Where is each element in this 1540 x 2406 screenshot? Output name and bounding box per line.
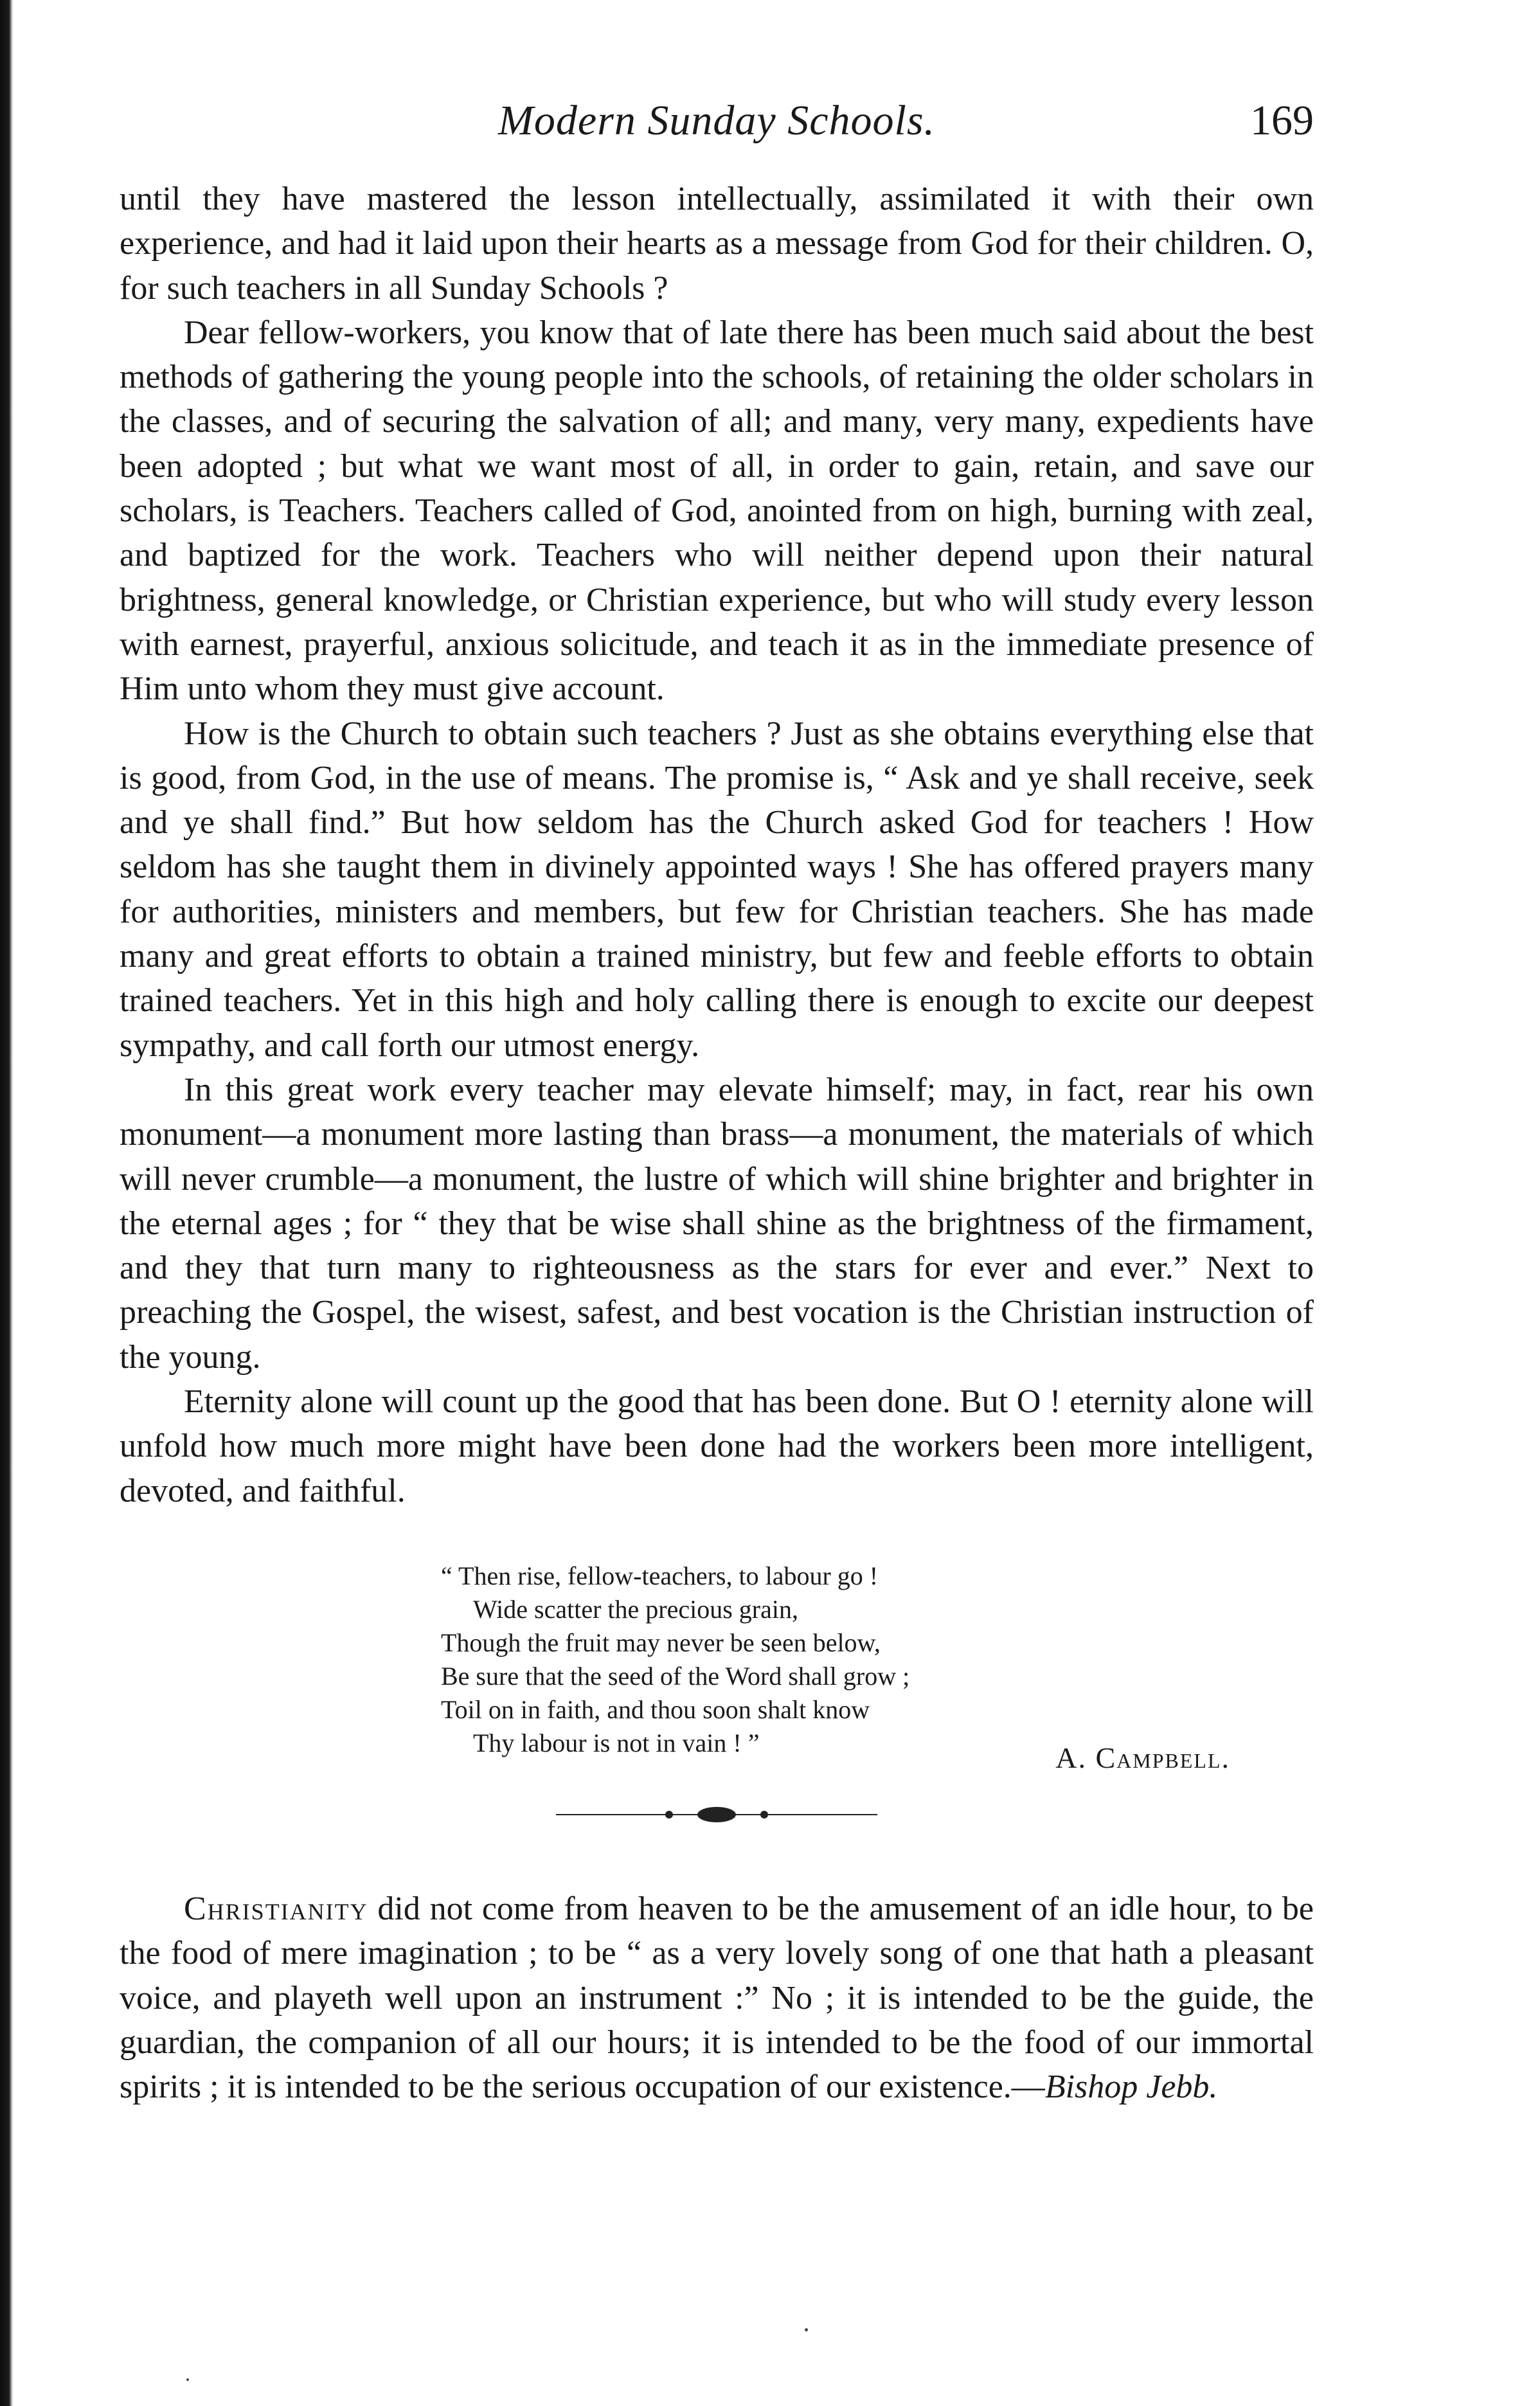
quote-body: did not come from heaven to be the amusement of an idle hour, to be the food of mere imagination ; to be “ as a very lovely song of one that hath a pleasant voice, and playeth well upon an instrument :” No ; it is intended to be the guide, the guardian, the companion of all our hours; it is intended to be the food of our immortal spirits ; it is intended to be the serious occupation of our existence.— bbox=[120, 1890, 1314, 2106]
paragraph-5: Eternity alone will count up the good that has been done. But O ! eternity alone will unfold how much more might have been done had the workers been more intelligent, devoted, and faithful. bbox=[120, 1383, 1314, 1509]
running-title: Modern Sunday Schools. bbox=[497, 97, 936, 144]
paragraph-4: In this great work every teacher may elevate himself; may, in fact, rear his own monument—a monument more lasting than brass—a monument, the materials of which will never crumble—a monument, the lustre of which will shine brighter and brighter in the eternal ages ; for “ they that be wise shall shine as the brightness of the firmament, and they that turn many to righteousness as the stars for ever and ever.” Next to preaching the Gospel, the wisest, safest, and best vocation is the Christian instruction of the young. bbox=[120, 1071, 1314, 1376]
poem-line: Though the fruit may never be seen below, bbox=[441, 1628, 881, 1657]
page-header bbox=[120, 96, 1314, 177]
paragraph-1: until they have mastered the lesson intellectually, assimilated it with their own experience, and had it laid upon their hearts as a message from God for their children. O, for such teachers in all Sunday Schools ? bbox=[120, 181, 1314, 307]
page-edge-rule bbox=[0, 0, 13, 2406]
paragraph-2: Dear fellow-workers, you know that of late there has been much said about the best methods of gathering the young people into the schools, of retaining the older scholars in the classes, and of securing the salvation of all; and many, very many, expedients have been adopted ; but what we want most of all, in order to gain, retain, and save our scholars, is Teachers. Teachers called of God, anointed from on high, burning with zeal, and baptized for the work. Teachers who will neither depend upon their natural brightness, general knowledge, or Christian experience, but who will study every lesson with earnest, prayerful, anxious solicitude, and teach it as in the immediate presence of Him unto whom they must give account. bbox=[120, 314, 1314, 708]
poem-line: “ Then rise, fellow-teachers, to labour go ! bbox=[441, 1561, 879, 1590]
poem-line: Be sure that the seed of the Word shall grow ; bbox=[441, 1661, 910, 1691]
scan-speck bbox=[805, 2328, 808, 2331]
scan-speck bbox=[186, 2378, 189, 2381]
poem-line: Toil on in faith, and thou soon shalt know bbox=[441, 1694, 870, 1724]
closing-quote bbox=[120, 1887, 1314, 2109]
page-number: 169 bbox=[1250, 97, 1314, 144]
poem-signature: A. Campbell. bbox=[1055, 1741, 1230, 1774]
document-page bbox=[120, 96, 1314, 2109]
section-divider-ornament bbox=[556, 1807, 877, 1822]
poem bbox=[441, 1559, 1314, 1760]
poem-line: Thy labour is not in vain ! ” bbox=[473, 1728, 760, 1757]
poem-line: Wide scatter the precious grain, bbox=[473, 1594, 798, 1624]
quote-lead-word: Christianity bbox=[184, 1890, 368, 1927]
paragraph-3: How is the Church to obtain such teachers ? Just as she obtains everything else that is good, from God, in the use of means. The promise is, “ Ask and ye shall receive, seek and ye shall find.” But how seldom has the Church asked God for teachers ! How seldom has she taught them in divinely appointed ways ! She has offered prayers many for authorities, ministers and members, but few for Christian teachers. She has made many and great efforts to obtain a trained ministry, but few and feeble efforts to obtain trained teachers. Yet in this high and holy calling there is enough to excite our deepest sympathy, and call forth our utmost energy. bbox=[120, 715, 1314, 1064]
quote-attribution: Bishop Jebb. bbox=[1044, 2069, 1218, 2106]
